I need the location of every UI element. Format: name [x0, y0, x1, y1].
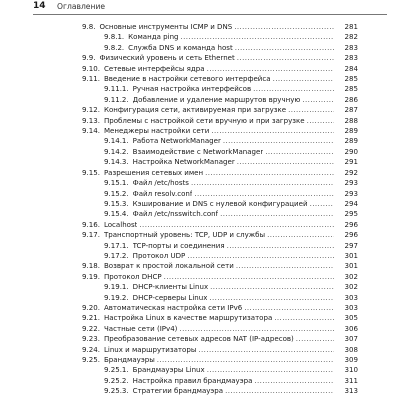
dot-leader [210, 282, 334, 292]
toc-entry-number: 9.21. [82, 313, 100, 323]
toc-entry-number: 9.25.3. [104, 386, 129, 396]
toc-entry-page: 309 [344, 355, 358, 364]
toc-entry-page: 296 [344, 219, 358, 229]
toc-entry-number: 9.14. [82, 126, 100, 136]
toc-entry [0, 355, 420, 365]
toc-entry [0, 365, 420, 375]
toc-entry [0, 64, 420, 74]
toc-entry [0, 43, 420, 53]
dot-leader [237, 53, 334, 63]
toc-entry [0, 126, 420, 136]
toc-entry [0, 53, 420, 63]
toc-entry-page: 302 [344, 271, 358, 281]
toc-entry-number: 9.15.2. [104, 188, 129, 198]
table-of-contents [0, 22, 420, 397]
toc-entry-number: 9.11.1. [104, 84, 129, 94]
toc-entry [0, 303, 420, 313]
toc-entry-page: 310 [344, 365, 358, 375]
toc-entry [0, 376, 420, 386]
toc-entry-page: 283 [344, 42, 358, 52]
dot-leader [211, 126, 334, 136]
toc-entry-page: 306 [344, 323, 358, 333]
toc-entry-number: 9.24. [82, 344, 100, 354]
dot-leader [274, 313, 334, 323]
dot-leader [244, 303, 334, 313]
toc-entry-page: 303 [344, 302, 358, 312]
toc-entry-title: Настройка Linux в качестве маршрутизатора [103, 313, 273, 323]
toc-entry [0, 147, 420, 157]
toc-entry-title: Разрешения сетевых имен [103, 167, 204, 177]
toc-entry [0, 157, 420, 167]
toc-entry-page: 311 [344, 375, 358, 385]
toc-entry-page: 297 [344, 240, 358, 250]
dot-leader [181, 32, 334, 42]
toc-entry-title: Localhost [103, 219, 138, 229]
toc-entry [0, 313, 420, 323]
toc-entry-page: 296 [344, 230, 358, 240]
toc-entry-page: 307 [344, 334, 358, 344]
dot-leader [198, 345, 334, 355]
dot-leader [194, 189, 334, 199]
toc-entry-number: 9.15.4. [104, 209, 129, 219]
toc-entry [0, 199, 420, 209]
toc-entry-page: 301 [344, 250, 358, 260]
toc-entry-number: 9.15.1. [104, 178, 129, 188]
dot-leader [288, 105, 334, 115]
toc-entry [0, 293, 420, 303]
toc-entry-page: 285 [344, 74, 358, 84]
toc-entry-title: Кэширование и DNS с нулевой конфигурацией [132, 198, 308, 208]
toc-entry [0, 261, 420, 271]
toc-entry-number: 9.8. [82, 22, 96, 31]
toc-entry-number: 9.17.1. [104, 240, 129, 250]
dot-leader [179, 324, 334, 334]
toc-entry-title: Файл resolv.conf [132, 188, 193, 198]
dot-leader [207, 365, 334, 375]
toc-entry-number: 9.10. [82, 63, 100, 73]
toc-entry [0, 241, 420, 251]
toc-entry-page: 288 [344, 115, 358, 125]
dot-leader [267, 230, 334, 240]
toc-entry-number: 9.13. [82, 115, 100, 125]
toc-entry-title: Сетевые интерфейсы ядра [103, 63, 205, 73]
dot-leader [209, 293, 334, 303]
toc-entry-number: 9.16. [82, 219, 100, 229]
toc-entry-page: 289 [344, 136, 358, 146]
toc-entry [0, 345, 420, 355]
toc-entry-number: 9.14.3. [104, 157, 129, 167]
toc-entry-title: Транспортный уровень: TCP, UDP и службы [103, 230, 266, 240]
toc-entry-number: 9.19.2. [104, 292, 129, 302]
toc-entry-number: 9.23. [82, 334, 100, 344]
dot-leader [237, 157, 334, 167]
toc-entry-number: 9.11.2. [104, 94, 129, 104]
toc-entry-page: 305 [344, 313, 358, 323]
toc-entry-number: 9.19.1. [104, 282, 129, 292]
dot-leader [265, 147, 334, 157]
toc-entry [0, 95, 420, 105]
toc-entry-title: DHCP-серверы Linux [132, 292, 208, 302]
toc-entry [0, 32, 420, 42]
dot-leader [253, 84, 334, 94]
dot-leader [273, 74, 334, 84]
toc-entry-number: 9.11. [82, 74, 100, 84]
toc-entry-page: 291 [344, 157, 358, 167]
dot-leader [139, 220, 334, 230]
toc-entry-page: 313 [344, 386, 358, 396]
toc-entry-number: 9.18. [82, 261, 100, 271]
dot-leader [187, 251, 334, 261]
toc-entry-title: Linux и маршрутизаторы [103, 344, 197, 354]
toc-entry-title: TCP-порты и соединения [132, 240, 225, 250]
dot-leader [220, 209, 334, 219]
toc-entry-number: 9.25.1. [104, 365, 129, 375]
toc-entry-page: 286 [344, 94, 358, 104]
toc-entry-title: Введение в настройки сетевого интерфейса [103, 74, 271, 84]
toc-entry-title: Команда ping [128, 32, 179, 42]
toc-entry-page: 284 [344, 63, 358, 73]
toc-entry [0, 189, 420, 199]
toc-entry-title: Менеджеры настройки сети [103, 126, 210, 136]
dot-leader [234, 22, 334, 32]
toc-entry-title: Ручная настройка интерфейсов [132, 84, 252, 94]
toc-entry-number: 9.8.1. [104, 32, 125, 42]
toc-entry-number: 9.25. [82, 355, 100, 364]
page-header [0, 0, 420, 14]
dot-leader [254, 376, 334, 386]
toc-entry-title: Взаимодействие с NetworkManager [132, 146, 264, 156]
toc-entry [0, 220, 420, 230]
toc-entry-title: Добавление и удаление маршрутов вручную [132, 94, 301, 104]
toc-entry-number: 9.15.3. [104, 198, 129, 208]
running-title: Оглавление [57, 1, 106, 11]
toc-entry-title: Настройка NetworkManager [132, 157, 235, 167]
toc-entry [0, 272, 420, 282]
dot-leader [223, 136, 334, 146]
dot-leader [310, 199, 334, 209]
toc-entry-number: 9.25.2. [104, 375, 129, 385]
toc-entry-page: 295 [344, 209, 358, 219]
toc-entry-title: Брандмауэры Linux [132, 365, 205, 375]
toc-entry [0, 136, 420, 146]
dot-leader [225, 386, 334, 396]
toc-entry-title: Возврат к простой локальной сети [103, 261, 234, 271]
toc-entry [0, 116, 420, 126]
dot-leader [307, 116, 334, 126]
toc-entry-title: Стратегии брандмауэра [132, 386, 224, 396]
toc-entry-page: 282 [344, 32, 358, 42]
dot-leader [236, 261, 334, 271]
toc-entry-page: 292 [344, 167, 358, 177]
toc-entry-page: 301 [344, 261, 358, 271]
toc-entry-title: DHCP-клиенты Linux [132, 282, 209, 292]
dot-leader [296, 334, 334, 344]
toc-entry [0, 251, 420, 261]
dot-leader [302, 95, 334, 105]
dot-leader [157, 355, 334, 365]
toc-entry-title: Основные инструменты ICMP и DNS [99, 22, 233, 31]
toc-entry-number: 9.12. [82, 105, 100, 115]
toc-entry-page: 293 [344, 188, 358, 198]
toc-entry-title: Преобразование сетевых адресов NAT (IP-адресов) [103, 334, 294, 344]
toc-entry-number: 9.22. [82, 323, 100, 333]
toc-entry-number: 9.20. [82, 302, 100, 312]
dot-leader [191, 178, 334, 188]
toc-entry-title: Протокол UDP [132, 250, 186, 260]
dot-leader [235, 43, 334, 53]
toc-entry [0, 230, 420, 240]
dot-leader [205, 168, 334, 178]
toc-entry-page: 281 [344, 22, 358, 31]
toc-entry [0, 386, 420, 396]
toc-entry [0, 334, 420, 344]
toc-entry-page: 289 [344, 126, 358, 136]
toc-entry-title: Служба DNS и команда host [128, 42, 233, 52]
toc-entry-title: Настройка правил брандмауэра [132, 375, 253, 385]
toc-entry-page: 287 [344, 105, 358, 115]
toc-entry [0, 209, 420, 219]
toc-entry [0, 168, 420, 178]
toc-entry-number: 9.14.1. [104, 136, 129, 146]
toc-entry-title: Конфигурация сети, активируемая при загрузке [103, 105, 287, 115]
toc-entry-page: 308 [344, 344, 358, 354]
toc-entry-title: Протокол DHCP [103, 271, 162, 281]
dot-leader [227, 241, 334, 251]
toc-entry-page: 290 [344, 146, 358, 156]
toc-entry [0, 22, 420, 32]
toc-entry [0, 84, 420, 94]
toc-entry-page: 293 [344, 178, 358, 188]
toc-entry-number: 9.17.2. [104, 250, 129, 260]
toc-entry-title: Проблемы с настройкой сети вручную и при загрузке [103, 115, 305, 125]
header-rule [33, 14, 387, 15]
toc-entry-number: 9.8.2. [104, 42, 125, 52]
toc-entry-number: 9.15. [82, 167, 100, 177]
toc-entry-title: Файл /etc/hosts [132, 178, 189, 188]
toc-entry-page: 302 [344, 282, 358, 292]
toc-entry-title: Физический уровень и сеть Ethernet [99, 53, 235, 63]
toc-entry-title: Брандмауэры [103, 355, 155, 364]
dot-leader [164, 272, 334, 282]
toc-entry-number: 9.9. [82, 53, 96, 63]
toc-entry [0, 74, 420, 84]
toc-entry-page: 303 [344, 292, 358, 302]
toc-entry-title: Работа NetworkManager [132, 136, 221, 146]
toc-entry-page: 294 [344, 198, 358, 208]
toc-entry-number: 9.17. [82, 230, 100, 240]
toc-entry-title: Частные сети (IPv4) [103, 323, 178, 333]
toc-entry [0, 178, 420, 188]
dot-leader [207, 64, 334, 74]
toc-entry-number: 9.19. [82, 271, 100, 281]
toc-entry [0, 105, 420, 115]
toc-entry [0, 282, 420, 292]
toc-entry-title: Файл /etc/nsswitch.conf [132, 209, 219, 219]
page-number: 14 [33, 1, 46, 11]
toc-entry-number: 9.14.2. [104, 146, 129, 156]
toc-entry-page: 285 [344, 84, 358, 94]
toc-entry-page: 283 [344, 53, 358, 63]
toc-entry [0, 324, 420, 334]
toc-entry-title: Автоматическая настройка сети IPv6 [103, 302, 243, 312]
